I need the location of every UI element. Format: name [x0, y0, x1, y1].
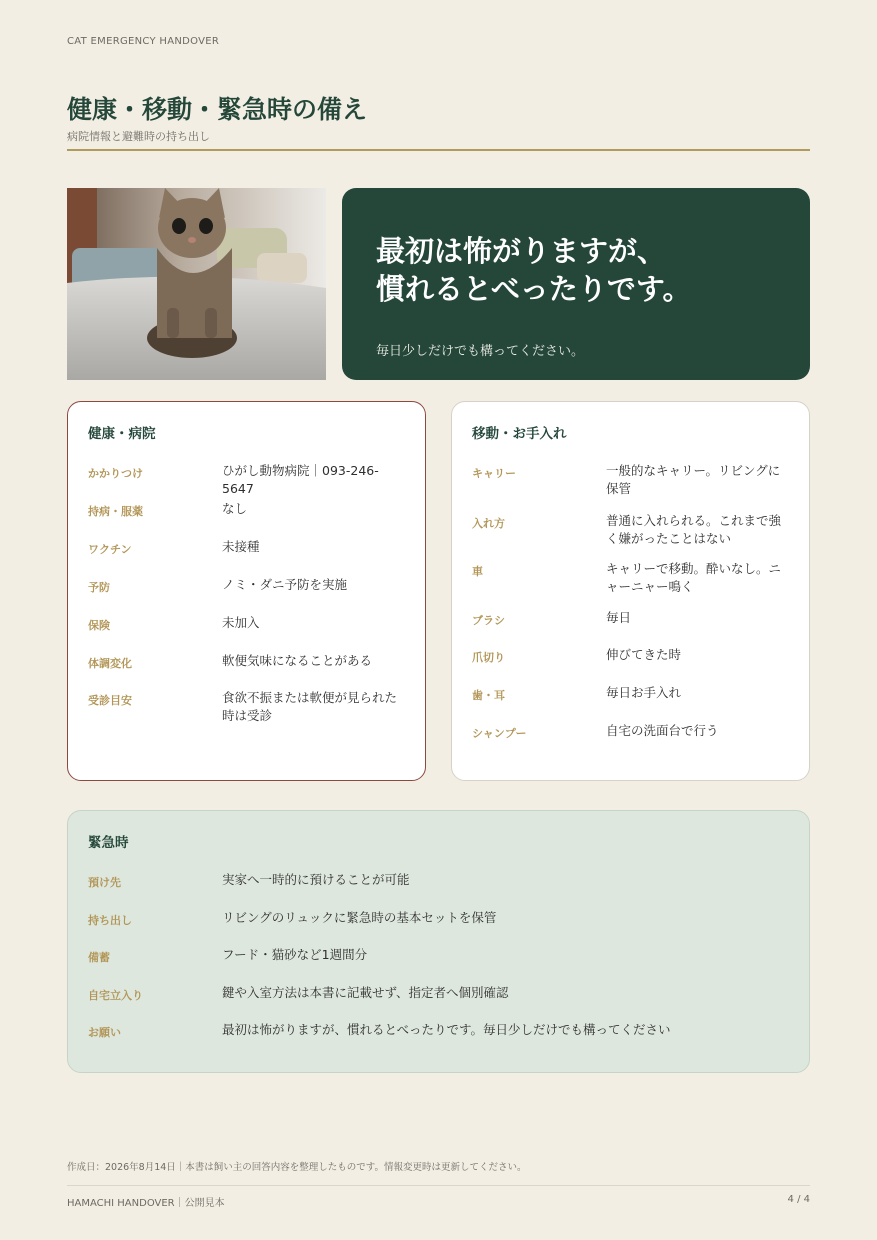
care-row-value: 伸びてきた時 — [606, 647, 682, 662]
health-row-value: 未接種 — [222, 539, 260, 554]
page-subtitle: 病院情報と避難時の持ち出し — [67, 130, 210, 143]
care-row-value: 普通に入れられる。これまで強く嫌がったことはない — [606, 513, 782, 546]
care-row — [472, 512, 789, 560]
care-card-title: 移動・お手入れ — [472, 426, 567, 442]
emergency-row-value: 最初は怖がりますが、慣れるとべったりです。毎日少しだけでも構ってください — [222, 1022, 671, 1037]
health-row-value: 食欲不振または軟便が見られた時は受診 — [222, 690, 398, 723]
hero-line-1: 最初は怖がりますが、 — [376, 234, 667, 268]
emergency-row-value: 鍵や入室方法は本書に記載せず、指定者へ個別確認 — [222, 985, 509, 1000]
health-row-value: 未加入 — [222, 615, 260, 630]
health-card — [67, 401, 426, 781]
footer-divider — [67, 1185, 810, 1186]
care-row — [472, 609, 789, 646]
care-row — [472, 462, 789, 512]
health-row — [88, 462, 405, 500]
cat-photo-illustration — [67, 188, 326, 380]
health-card-title: 健康・病院 — [88, 426, 156, 442]
health-row-label: 受診目安 — [88, 694, 132, 707]
care-row-label: 歯・耳 — [472, 689, 505, 702]
health-row — [88, 614, 405, 652]
emergency-row — [88, 909, 789, 946]
health-row-label: ワクチン — [88, 543, 132, 556]
health-row-label: 保険 — [88, 619, 110, 632]
care-row — [472, 646, 789, 684]
care-row-label: 入れ方 — [472, 517, 505, 530]
emergency-row-label: お願い — [88, 1026, 121, 1039]
emergency-row-value: フード・猫砂など1週間分 — [222, 947, 368, 962]
emergency-card — [67, 810, 810, 1073]
care-row-value: 自宅の洗面台で行う — [606, 723, 719, 738]
health-row-value: ひがし動物病院｜093-246-5647 — [222, 463, 379, 496]
care-row — [472, 722, 789, 760]
emergency-row — [88, 1021, 789, 1059]
health-row-value: ノミ・ダニ予防を実施 — [222, 577, 348, 592]
care-row-value: 毎日お手入れ — [606, 685, 682, 700]
emergency-row-label: 自宅立入り — [88, 989, 143, 1002]
care-transport-card — [451, 401, 810, 781]
emergency-row — [88, 984, 789, 1021]
care-row-value: キャリーで移動。酔いなし。ニャーニャー鳴く — [606, 561, 782, 594]
emergency-row-value: 実家へ一時的に預けることが可能 — [222, 872, 410, 887]
care-row-value: 一般的なキャリー。リビングに保管 — [606, 463, 781, 496]
eyebrow: CAT EMERGENCY HANDOVER — [67, 36, 220, 47]
title-divider — [67, 149, 810, 151]
hero-message-card — [342, 188, 810, 380]
emergency-row-label: 預け先 — [88, 876, 121, 889]
care-row — [472, 560, 789, 609]
health-row-label: 体調変化 — [88, 657, 132, 670]
footer-brand: HAMACHI HANDOVER｜公開見本 — [67, 1198, 225, 1209]
health-row-value: なし — [222, 501, 248, 516]
emergency-row-label: 備蓄 — [88, 951, 110, 964]
emergency-row — [88, 946, 789, 984]
page-title: 健康・移動・緊急時の備え — [67, 95, 368, 124]
care-row-label: キャリー — [472, 467, 516, 480]
care-row-label: ブラシ — [472, 614, 505, 627]
emergency-row-value: リビングのリュックに緊急時の基本セットを保管 — [222, 910, 497, 925]
care-row-label: シャンプー — [472, 727, 527, 740]
health-row — [88, 652, 405, 689]
health-row — [88, 689, 405, 729]
health-row-label: かかりつけ — [88, 467, 143, 480]
emergency-row — [88, 871, 789, 909]
emergency-card-title: 緊急時 — [88, 835, 129, 851]
health-row — [88, 538, 405, 576]
health-row — [88, 576, 405, 614]
hero-note: 毎日少しだけでも構ってください。 — [376, 344, 585, 359]
care-row — [472, 684, 789, 722]
care-row-label: 車 — [472, 565, 483, 578]
health-row-value: 軟便気味になることがある — [222, 653, 373, 668]
footer-note: 作成日：2026年8月14日｜本書は飼い主の回答内容を整理したものです。情報変更時は更新してください。 — [67, 1162, 527, 1173]
cat-photo — [67, 188, 326, 380]
health-row-label: 持病・服薬 — [88, 505, 143, 518]
health-row — [88, 500, 405, 538]
care-row-label: 爪切り — [472, 651, 505, 664]
care-row-value: 毎日 — [606, 610, 632, 625]
hero-line-2: 慣れるとべったりです。 — [376, 272, 692, 306]
emergency-row-label: 持ち出し — [88, 914, 132, 927]
page-number: 4 / 4 — [787, 1194, 810, 1205]
health-row-label: 予防 — [88, 581, 110, 594]
